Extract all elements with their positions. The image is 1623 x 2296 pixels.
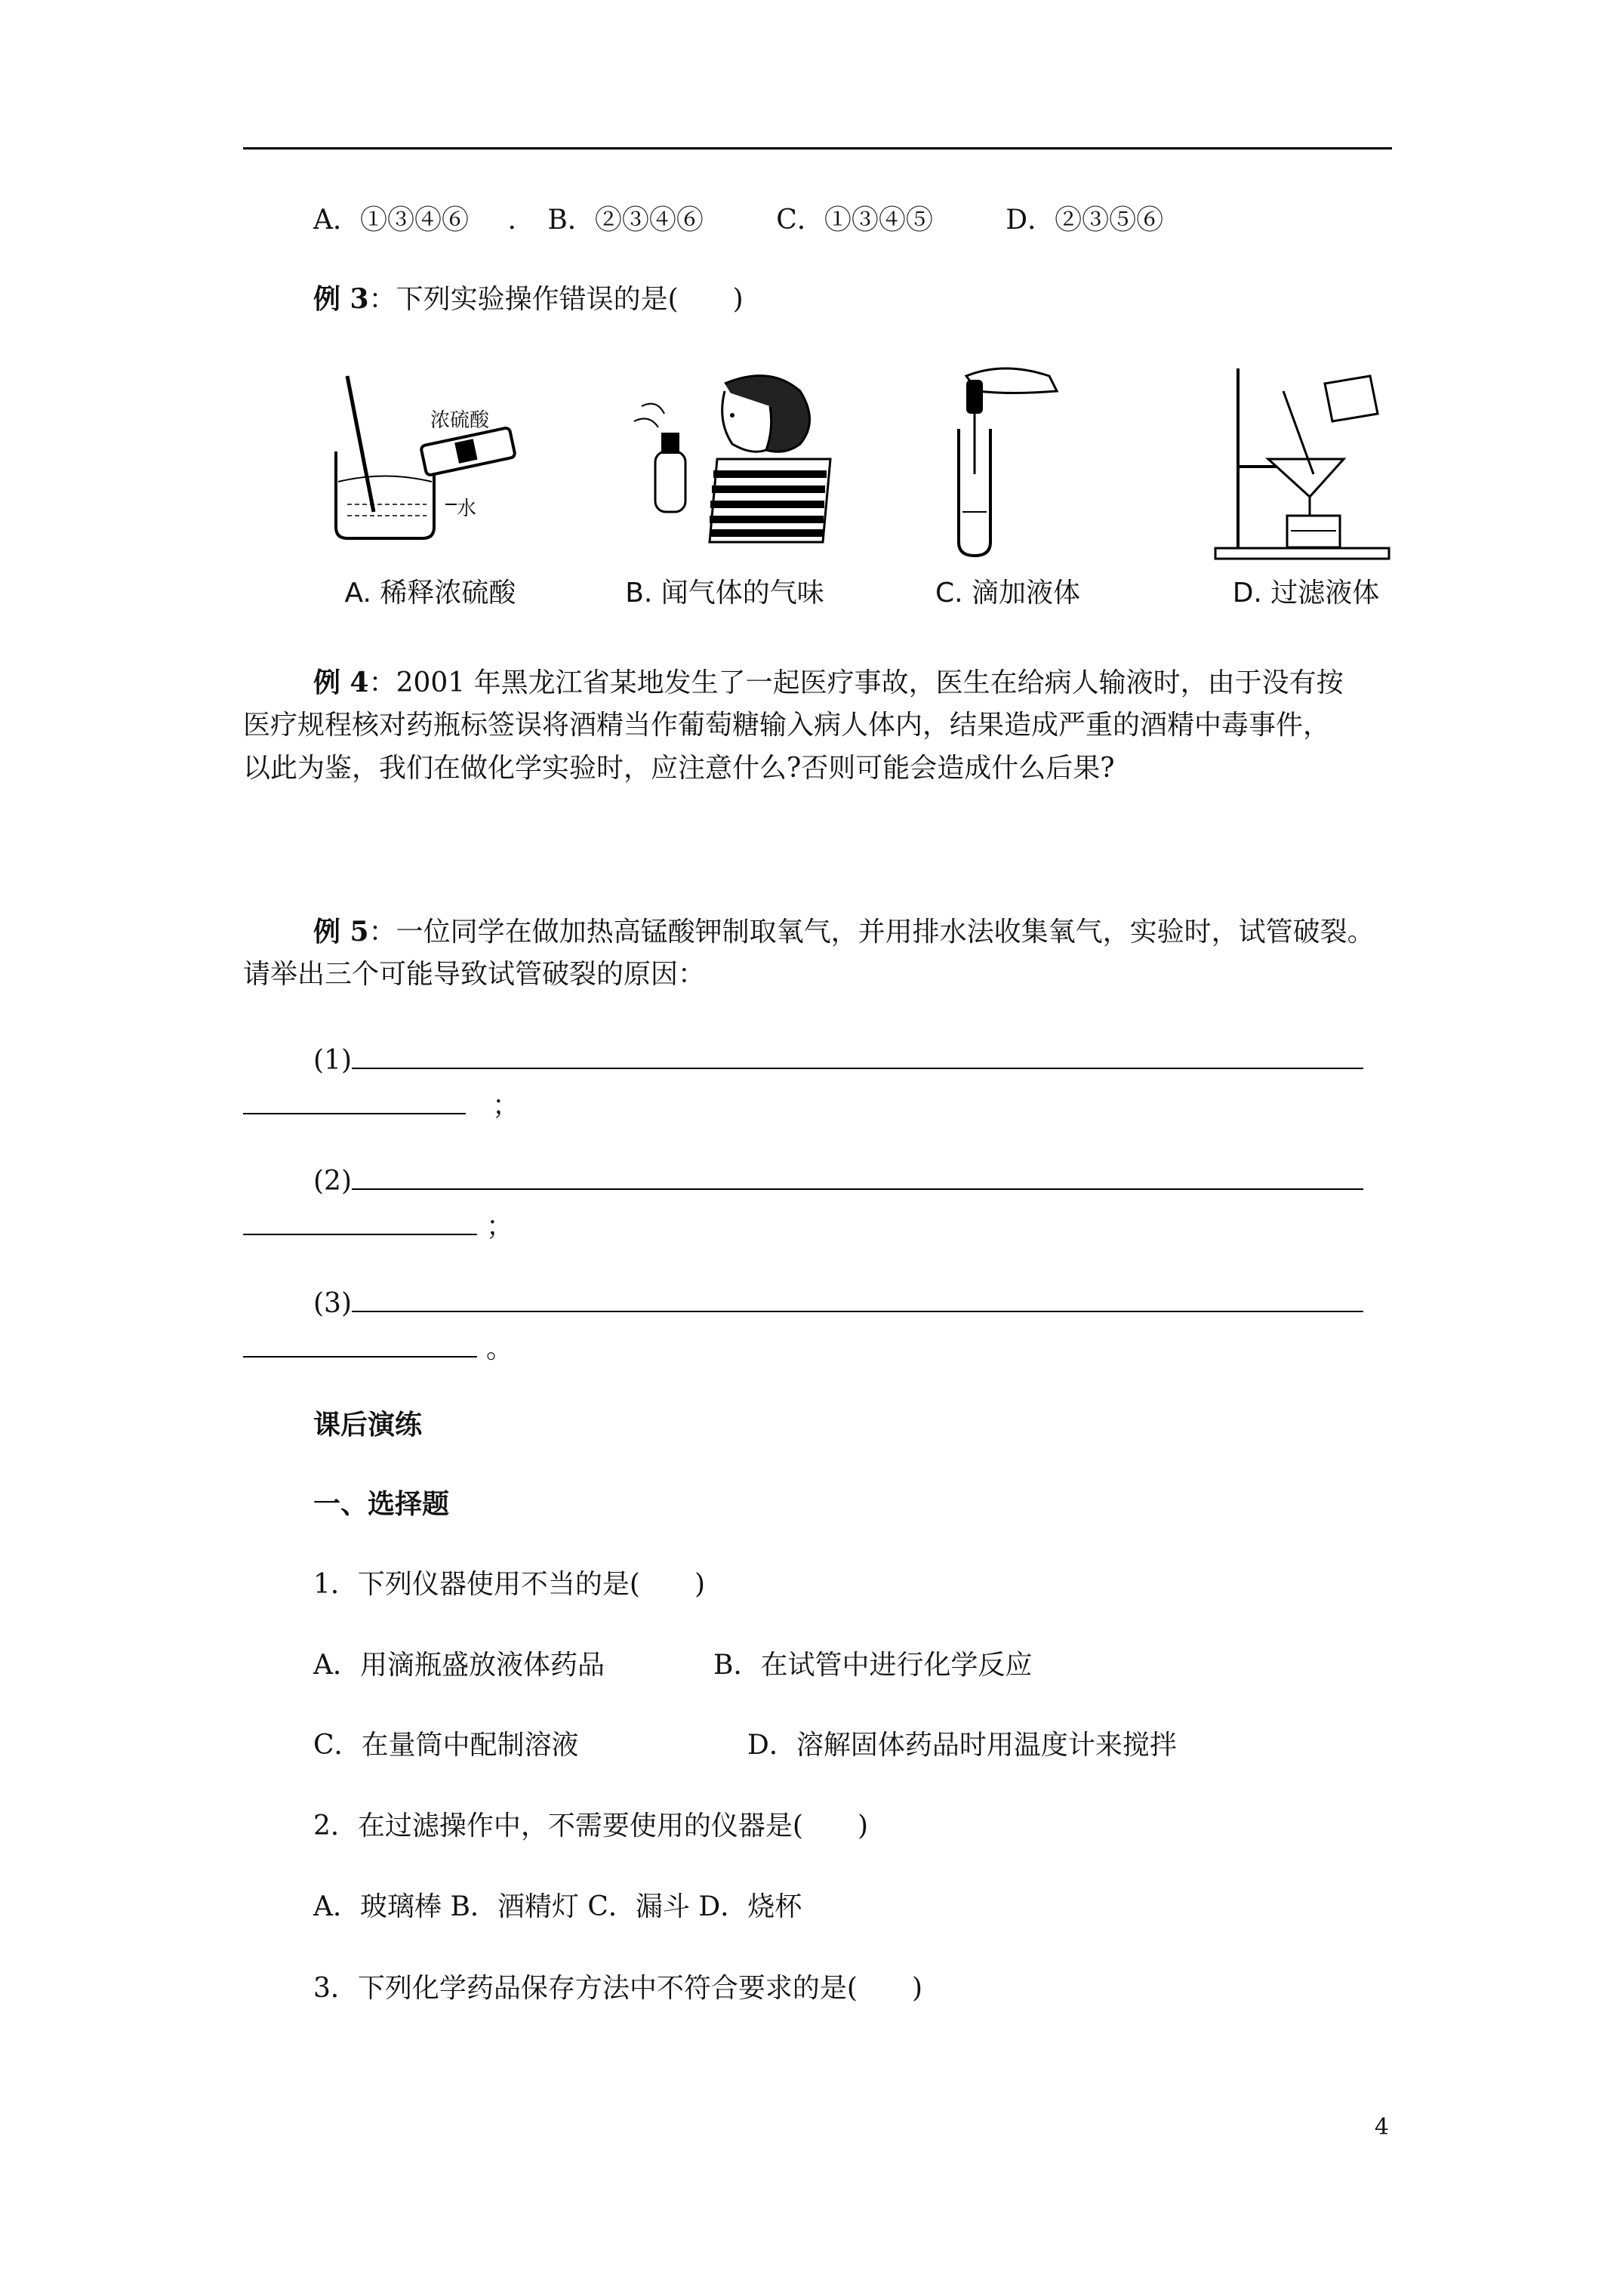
figure-c-caption: C. 滴加液体 — [935, 578, 1081, 609]
figure-b — [611, 361, 838, 610]
answer-3-blank[interactable] — [352, 1284, 1363, 1312]
example5-text1: ：一位同学在做加热高锰酸钾制取氧气，并用排水法收集氧气，实验时，试管破裂。 — [368, 917, 1375, 948]
ex2-option-d: D．②③⑤⑥ — [1006, 205, 1164, 236]
label-acid: 浓硫酸 — [430, 409, 490, 432]
answer-1-num: (1) — [313, 1045, 352, 1076]
answer-3-end: 。 — [486, 1333, 514, 1364]
answer-1-blank[interactable] — [352, 1040, 1363, 1069]
answer-1-line — [313, 1040, 1363, 1079]
example5-line2: 请举出三个可能导致试管破裂的原因： — [243, 959, 706, 990]
example5-line1 — [313, 914, 1375, 951]
figure-d — [1208, 361, 1404, 610]
q1-option-b: B．在试管中进行化学反应 — [713, 1650, 1033, 1681]
q1-option-c: C．在量筒中配制溶液 — [313, 1730, 579, 1761]
drop-liquid-illustration — [921, 361, 1095, 565]
question-3: 3．下列化学药品保存方法中不符合要求的是( ) — [313, 1973, 922, 2004]
answer-2-num: (2) — [313, 1166, 352, 1197]
figure-d-caption: D. 过滤液体 — [1232, 578, 1380, 609]
ex2-option-b: B．②③④⑥ — [547, 205, 704, 236]
answer-3-blank-cont[interactable] — [243, 1329, 477, 1358]
label-water — [457, 493, 476, 521]
ex2-option-dot: . — [507, 205, 516, 236]
q1-option-a: A．用滴瓶盛放液体药品 — [313, 1650, 605, 1681]
practice-heading: 课后演练 — [313, 1409, 423, 1441]
figure-c — [921, 361, 1095, 610]
header-rule — [243, 147, 1392, 149]
question-2: 2．在过滤操作中，不需要使用的仪器是( ) — [313, 1811, 868, 1841]
dilute-acid-illustration — [317, 361, 544, 565]
example4-line1 — [313, 664, 1344, 701]
answer-2-blank[interactable] — [352, 1161, 1363, 1190]
example4-line2: 医疗规程核对药瓶标签误将酒精当作葡萄糖输入病人体内，结果造成严重的酒精中毒事件， — [243, 710, 1331, 741]
answer-1-blank-cont[interactable] — [243, 1086, 466, 1114]
answer-2-cont — [243, 1207, 513, 1245]
smell-gas-illustration — [611, 361, 838, 565]
answer-1-cont — [243, 1086, 519, 1124]
answer-3-num: (3) — [313, 1288, 352, 1319]
example3-label: 例 3 — [313, 283, 369, 315]
answer-3-line — [313, 1284, 1363, 1322]
example4-line3: 以此为鉴，我们在做化学实验时，应注意什么?否则可能会造成什么后果? — [243, 753, 1115, 784]
example4-text1: ：2001 年黑龙江省某地发生了一起医疗事故，医生在给病人输液时，由于没有按 — [368, 667, 1344, 698]
example4-label: 例 4 — [313, 667, 369, 698]
answer-3-cont — [243, 1329, 513, 1367]
example3-figure — [317, 361, 1404, 610]
answer-2-end: ； — [486, 1211, 514, 1242]
example3-question — [313, 281, 744, 318]
question-1-options-ab — [313, 1647, 1033, 1684]
answer-2-line — [313, 1161, 1363, 1200]
ex2-option-c: C．①③④⑤ — [776, 205, 933, 236]
page-number: 4 — [1374, 2114, 1389, 2140]
q1-option-d: D．溶解固体药品时用温度计来搅拌 — [747, 1730, 1177, 1761]
practice-section-title: 一、选择题 — [313, 1488, 450, 1520]
filtration-illustration — [1208, 361, 1404, 565]
question-1-options-cd — [313, 1727, 1177, 1764]
figure-b-caption: B. 闻气体的气味 — [625, 578, 824, 609]
answer-1-end: ； — [492, 1090, 520, 1121]
ex2-options-row — [313, 202, 1163, 239]
ex2-option-a: A．①③④⑥ — [313, 205, 469, 236]
label-water-text: 水 — [457, 498, 477, 520]
example5-label: 例 5 — [313, 916, 369, 948]
example3-text: ：下列实验操作错误的是( ) — [368, 284, 744, 315]
figure-a — [317, 361, 544, 610]
answer-2-blank-cont[interactable] — [243, 1207, 477, 1235]
question-1: 1．下列仪器使用不当的是( ) — [313, 1569, 705, 1600]
figure-a-caption: A. 稀释浓硫酸 — [344, 578, 516, 609]
question-2-options: A．玻璃棒 B．酒精灯 C．漏斗 D．烧杯 — [313, 1891, 802, 1922]
